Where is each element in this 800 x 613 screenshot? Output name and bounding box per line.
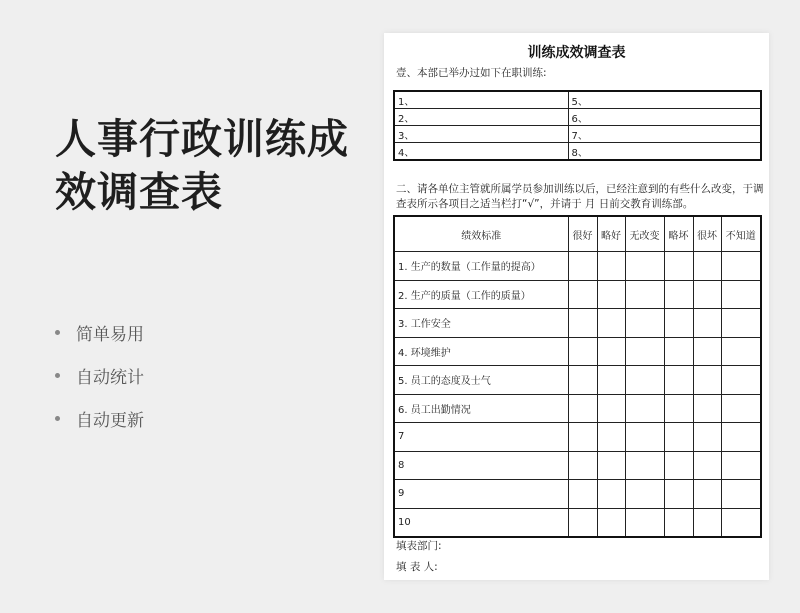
table-row (394, 280, 761, 309)
rating-checkbox-cell[interactable] (597, 480, 625, 509)
rating-checkbox-cell[interactable] (568, 366, 597, 395)
rating-checkbox-cell[interactable] (597, 451, 625, 480)
table-row (394, 252, 761, 281)
criterion-cell: 7 (394, 423, 568, 452)
table-row (394, 394, 761, 423)
table-row (394, 366, 761, 395)
rating-checkbox-cell[interactable] (568, 508, 597, 537)
table-row (394, 309, 761, 338)
rating-checkbox-cell[interactable] (693, 480, 721, 509)
rating-checkbox-cell[interactable] (597, 366, 625, 395)
rating-checkbox-cell[interactable] (625, 280, 664, 309)
feature-list (55, 311, 144, 440)
rating-checkbox-cell[interactable] (721, 280, 761, 309)
promo-title (55, 113, 349, 219)
rating-checkbox-cell[interactable] (721, 394, 761, 423)
rating-checkbox-cell[interactable] (597, 252, 625, 281)
course-cell: 3、 (394, 126, 568, 143)
rating-checkbox-cell[interactable] (625, 394, 664, 423)
table-row (394, 451, 761, 480)
course-cell: 5、 (568, 91, 761, 109)
rating-checkbox-cell[interactable] (693, 252, 721, 281)
course-cell: 1、 (394, 91, 568, 109)
criterion-cell: 1. 生产的数量（工作量的提高） (394, 252, 568, 281)
column-header: 不知道 (721, 216, 761, 252)
rating-checkbox-cell[interactable] (597, 508, 625, 537)
bullet-icon (55, 416, 60, 421)
bullet-icon (55, 330, 60, 335)
feature-item (55, 311, 144, 354)
rating-checkbox-cell[interactable] (693, 337, 721, 366)
rating-checkbox-cell[interactable] (721, 508, 761, 537)
section-1-heading: 壹、本部已举办过如下在职训练: (396, 67, 547, 79)
rating-checkbox-cell[interactable] (664, 252, 693, 281)
rating-checkbox-cell[interactable] (664, 280, 693, 309)
promo-title-line-2: 效调查表 (55, 168, 223, 216)
table-row (394, 143, 761, 161)
bullet-icon (55, 373, 60, 378)
rating-checkbox-cell[interactable] (568, 280, 597, 309)
rating-checkbox-cell[interactable] (664, 508, 693, 537)
dept-label: 填表部门: (396, 540, 442, 552)
column-header: 很坏 (693, 216, 721, 252)
rating-checkbox-cell[interactable] (721, 252, 761, 281)
section-2-line-2: 查表所示各项目之适当栏打“√”，并请于 月 日前交教育训练部。 (396, 198, 694, 210)
rating-checkbox-cell[interactable] (664, 309, 693, 338)
table-row (394, 109, 761, 126)
rating-checkbox-cell[interactable] (693, 423, 721, 452)
rating-checkbox-cell[interactable] (721, 423, 761, 452)
table-row (394, 126, 761, 143)
rating-checkbox-cell[interactable] (693, 280, 721, 309)
column-header: 略坏 (664, 216, 693, 252)
criterion-cell: 6. 员工出勤情况 (394, 394, 568, 423)
rating-checkbox-cell[interactable] (568, 451, 597, 480)
criterion-cell: 10 (394, 508, 568, 537)
rating-checkbox-cell[interactable] (597, 394, 625, 423)
course-cell: 6、 (568, 109, 761, 126)
rating-checkbox-cell[interactable] (664, 423, 693, 452)
form-title: 训练成效调查表 (527, 45, 626, 61)
course-cell: 8、 (568, 143, 761, 161)
rating-checkbox-cell[interactable] (664, 394, 693, 423)
column-header: 绩效标准 (394, 216, 568, 252)
feature-item (55, 354, 144, 397)
form-sheet (384, 33, 769, 580)
rating-checkbox-cell[interactable] (568, 252, 597, 281)
rating-checkbox-cell[interactable] (568, 394, 597, 423)
column-header: 很好 (568, 216, 597, 252)
rating-checkbox-cell[interactable] (693, 366, 721, 395)
course-cell: 2、 (394, 109, 568, 126)
rating-checkbox-cell[interactable] (625, 451, 664, 480)
feature-item (55, 397, 144, 440)
rating-checkbox-cell[interactable] (721, 309, 761, 338)
course-cell: 4、 (394, 143, 568, 161)
criterion-cell: 9 (394, 480, 568, 509)
rating-checkbox-cell[interactable] (693, 394, 721, 423)
filler-label: 填 表 人: (396, 561, 438, 573)
rating-checkbox-cell[interactable] (664, 480, 693, 509)
rating-checkbox-cell[interactable] (693, 508, 721, 537)
table-row (394, 423, 761, 452)
feature-label: 自动统计 (76, 368, 144, 388)
criterion-cell: 5. 员工的态度及士气 (394, 366, 568, 395)
course-cell: 7、 (568, 126, 761, 143)
evaluation-table (393, 215, 762, 538)
feature-label: 自动更新 (76, 411, 144, 431)
rating-checkbox-cell[interactable] (721, 480, 761, 509)
criterion-cell: 2. 生产的质量（工作的质量） (394, 280, 568, 309)
rating-checkbox-cell[interactable] (625, 309, 664, 338)
column-header: 略好 (597, 216, 625, 252)
rating-checkbox-cell[interactable] (625, 480, 664, 509)
table-row (394, 91, 761, 109)
rating-checkbox-cell[interactable] (664, 337, 693, 366)
rating-checkbox-cell[interactable] (664, 451, 693, 480)
course-table (393, 90, 762, 161)
rating-checkbox-cell[interactable] (693, 451, 721, 480)
rating-checkbox-cell[interactable] (625, 366, 664, 395)
rating-checkbox-cell[interactable] (568, 337, 597, 366)
table-row (394, 337, 761, 366)
rating-checkbox-cell[interactable] (625, 252, 664, 281)
rating-checkbox-cell[interactable] (721, 337, 761, 366)
rating-checkbox-cell[interactable] (625, 423, 664, 452)
feature-label: 简单易用 (76, 325, 144, 345)
criterion-cell: 4. 环境维护 (394, 337, 568, 366)
rating-checkbox-cell[interactable] (625, 508, 664, 537)
criterion-cell: 3. 工作安全 (394, 309, 568, 338)
rating-checkbox-cell[interactable] (568, 480, 597, 509)
rating-checkbox-cell[interactable] (721, 451, 761, 480)
rating-checkbox-cell[interactable] (568, 309, 597, 338)
rating-checkbox-cell[interactable] (664, 366, 693, 395)
section-2-line-1: 二、请各单位主管就所属学员参加训练以后，已经注意到的有些什么改变，于调 (396, 183, 764, 195)
rating-checkbox-cell[interactable] (597, 423, 625, 452)
rating-checkbox-cell[interactable] (597, 309, 625, 338)
criterion-cell: 8 (394, 451, 568, 480)
rating-checkbox-cell[interactable] (625, 337, 664, 366)
promo-title-line-1: 人事行政训练成 (55, 115, 349, 163)
table-row (394, 508, 761, 537)
rating-checkbox-cell[interactable] (568, 423, 597, 452)
column-header: 无改变 (625, 216, 664, 252)
rating-checkbox-cell[interactable] (597, 337, 625, 366)
rating-checkbox-cell[interactable] (721, 366, 761, 395)
header-row (394, 216, 761, 252)
rating-checkbox-cell[interactable] (693, 309, 721, 338)
rating-checkbox-cell[interactable] (597, 280, 625, 309)
table-row (394, 480, 761, 509)
